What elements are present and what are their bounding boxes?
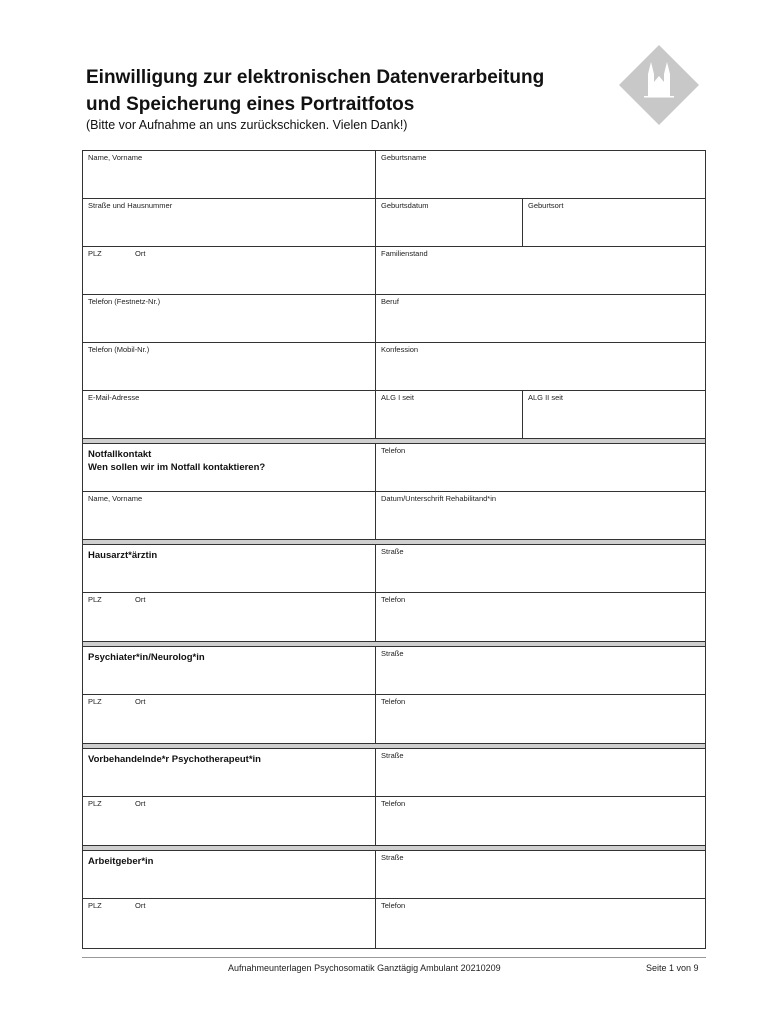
alg1-label: ALG I seit [381,393,414,402]
geburtsname-label: Geburtsname [381,153,427,162]
psychiater-plz-ort-field[interactable] [83,695,376,743]
row-telefon [83,295,705,343]
geburtsname-field[interactable] [376,151,705,198]
notfall-unterschrift-label: Datum/Unterschrift Rehabilitand*in [381,494,497,503]
notfall-name-field[interactable] [83,492,376,539]
row-email [83,391,705,439]
geburtsort-label: Geburtsort [528,201,564,210]
psychotherapeut-ort-label: Ort [135,799,146,808]
beruf-field[interactable] [376,295,705,342]
footer-page-number: Seite 1 von 9 [646,963,699,973]
psychotherapeut-plz-label: PLZ [88,799,102,808]
name-field[interactable] [83,151,376,198]
geburtsort-field[interactable] [523,199,705,246]
row-mobil [83,343,705,391]
strasse-label: Straße und Hausnummer [88,201,173,210]
page-subtitle: (Bitte vor Aufnahme an uns zurückschicken. Vielen Dank!) [86,118,408,132]
row-arbeitgeber-heading [83,851,705,899]
row-arbeitgeber-plz [83,899,705,948]
telefon-festnetz-label: Telefon (Festnetz-Nr.) [88,297,161,306]
row-hausarzt-heading [83,545,705,593]
hausarzt-telefon-field[interactable] [376,593,705,641]
psychotherapeut-strasse-field[interactable] [376,749,705,796]
row-psychiater-heading [83,647,705,695]
psychotherapeut-telefon-field[interactable] [376,797,705,845]
arbeitgeber-heading: Arbeitgeber*in [83,851,376,898]
notfall-name-label: Name, Vorname [88,494,143,503]
hausarzt-telefon-label: Telefon [381,595,406,604]
title-line-1: Einwilligung zur elektronischen Datenverarbeitung [86,67,545,88]
alg1-field[interactable] [376,391,523,438]
strasse-field[interactable] [83,199,376,246]
familienstand-label: Familienstand [381,249,428,258]
psychiater-heading: Psychiater*in/Neurolog*in [83,647,376,694]
page-title [86,64,606,118]
arbeitgeber-strasse-field[interactable] [376,851,705,898]
psychiater-telefon-label: Telefon [381,697,406,706]
psychiater-telefon-field[interactable] [376,695,705,743]
telefon-mobil-field[interactable] [83,343,376,390]
hausarzt-strasse-label: Straße [381,547,404,556]
hausarzt-strasse-field[interactable] [376,545,705,592]
row-psychotherapeut-heading [83,749,705,797]
arbeitgeber-plz-label: PLZ [88,901,102,910]
konfession-label: Konfession [381,345,419,354]
familienstand-field[interactable] [376,247,705,294]
hausarzt-heading: Hausarzt*ärztin [83,545,376,592]
plz-ort-field[interactable] [83,247,376,294]
arbeitgeber-strasse-label: Straße [381,853,404,862]
row-hausarzt-plz [83,593,705,642]
beruf-label: Beruf [381,297,399,306]
psychotherapeut-plz-ort-field[interactable] [83,797,376,845]
notfall-heading [83,444,376,491]
psychiater-plz-label: PLZ [88,697,102,706]
notfall-telefon-field[interactable] [376,444,705,491]
hausarzt-ort-label: Ort [135,595,146,604]
row-psychiater-plz [83,695,705,744]
psychiater-strasse-field[interactable] [376,647,705,694]
row-notfall-name [83,492,705,540]
geburtsdatum-label: Geburtsdatum [381,201,429,210]
notfall-heading-line-1: Notfallkontakt [88,449,152,460]
telefon-mobil-label: Telefon (Mobil-Nr.) [88,345,150,354]
telefon-festnetz-field[interactable] [83,295,376,342]
row-notfall-heading [83,444,705,492]
arbeitgeber-telefon-field[interactable] [376,899,705,948]
footer-document-id: Aufnahmeunterlagen Psychosomatik Ganztägig Ambulant 20210209 [228,963,501,973]
psychotherapeut-telefon-label: Telefon [381,799,406,808]
footer-divider [82,957,706,958]
hausarzt-plz-label: PLZ [88,595,102,604]
row-plz [83,247,705,295]
arbeitgeber-plz-ort-field[interactable] [83,899,376,948]
email-label: E-Mail-Adresse [88,393,140,402]
row-psychotherapeut-plz [83,797,705,846]
geburtsdatum-field[interactable] [376,199,523,246]
row-strasse [83,199,705,247]
alg2-field[interactable] [523,391,705,438]
notfall-heading-line-2: Wen sollen wir im Notfall kontaktieren? [88,462,266,473]
psychiater-strasse-label: Straße [381,649,404,658]
email-field[interactable] [83,391,376,438]
hausarzt-plz-ort-field[interactable] [83,593,376,641]
psychotherapeut-strasse-label: Straße [381,751,404,760]
cathedral-logo-icon [618,44,700,126]
arbeitgeber-telefon-label: Telefon [381,901,406,910]
form-table [82,150,706,949]
konfession-field[interactable] [376,343,705,390]
ort-label: Ort [135,249,146,258]
notfall-unterschrift-field[interactable] [376,492,705,539]
arbeitgeber-ort-label: Ort [135,901,146,910]
psychiater-ort-label: Ort [135,697,146,706]
name-label: Name, Vorname [88,153,143,162]
alg2-label: ALG II seit [528,393,564,402]
plz-label: PLZ [88,249,102,258]
notfall-telefon-label: Telefon [381,446,406,455]
row-name [83,151,705,199]
title-line-2: und Speicherung eines Portraitfotos [86,94,415,115]
psychotherapeut-heading: Vorbehandelnde*r Psychotherapeut*in [83,749,376,796]
